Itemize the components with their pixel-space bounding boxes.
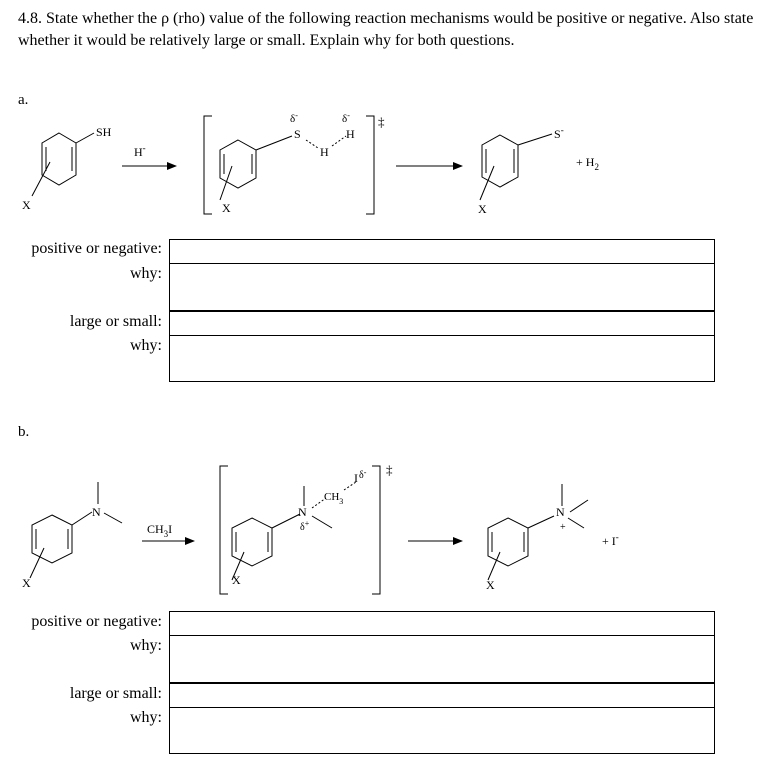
part-a-ts-delta-s: δ-: [290, 111, 298, 125]
part-a-size-label: large or small:: [69, 313, 162, 330]
part-b-ts-x: X: [232, 573, 241, 587]
part-a-ts-h1: H: [320, 145, 329, 159]
part-b-product: [488, 484, 588, 580]
part-a-sign-input[interactable]: [169, 239, 715, 264]
part-a-why2-label: why:: [130, 337, 162, 354]
part-b-reagent: $CH_3I$: [147, 522, 173, 539]
part-a-ts-bracket-left: [204, 116, 212, 214]
part-a-why1-input[interactable]: [169, 263, 715, 311]
part-a-reactant-group: SH: [96, 125, 112, 139]
question-text: State whether the ρ (rho) value of the following reaction mechanisms would be positive or negative. Also state whether it would be relatively large or small. Explain why for both questions.: [18, 10, 754, 49]
part-b-sign-label: positive or negative:: [31, 613, 162, 630]
part-b-ts-bracket-left: [220, 466, 228, 594]
part-a-product-x: X: [478, 202, 487, 216]
part-a-byproduct: + $H_2$: [576, 155, 599, 172]
part-b-ts-ch3: $CH_3$: [324, 491, 344, 506]
part-a-reagent: H-: [134, 143, 146, 159]
part-b-ts-dagger: ‡: [386, 462, 393, 477]
part-a-ts-delta-h: δ-: [342, 111, 350, 125]
part-b-reactant-n: N: [92, 505, 101, 519]
part-b-ts-n: N: [298, 505, 307, 519]
part-a-ts-bracket-right: [366, 116, 374, 214]
part-a-ts-dagger: ‡: [378, 114, 385, 129]
part-b-ts-delta-plus: δ+: [300, 519, 310, 533]
part-b-why2-label: why:: [130, 709, 162, 726]
part-a-product-group: S-: [554, 125, 564, 141]
part-a-ts-h2: H: [346, 127, 355, 141]
part-b-reactant: [30, 482, 122, 578]
part-a-ts-s: S: [294, 127, 301, 141]
question-number: 4.8.: [18, 10, 42, 27]
part-a-why2-input[interactable]: [169, 335, 715, 382]
part-b-size-input[interactable]: [169, 683, 715, 708]
part-b-why2-input[interactable]: [169, 707, 715, 754]
part-b-product-n: N: [556, 505, 565, 519]
part-b-ts-i: $I^{\delta-}$: [354, 468, 367, 485]
part-b-ts-bracket-right: [372, 466, 380, 594]
part-b-product-charge: +: [560, 522, 566, 533]
part-a-label: a.: [18, 92, 29, 108]
part-b-product-x: X: [486, 578, 495, 592]
part-b-reactant-x: X: [22, 576, 31, 590]
part-a-sign-label: positive or negative:: [31, 240, 162, 257]
part-a-ts-x: X: [222, 201, 231, 215]
part-b-size-label: large or small:: [69, 685, 162, 702]
part-b-byproduct: + I-: [602, 532, 619, 548]
part-a-reactant-x: X: [22, 198, 31, 212]
part-b-sign-input[interactable]: [169, 611, 715, 636]
part-a-size-input[interactable]: [169, 311, 715, 336]
part-a-reactant: [32, 133, 94, 196]
part-b-why1-label: why:: [130, 637, 162, 654]
part-b-why1-input[interactable]: [169, 635, 715, 683]
part-a-why1-label: why:: [130, 265, 162, 282]
part-b-label: b.: [18, 424, 30, 440]
part-a-product: [480, 134, 552, 200]
